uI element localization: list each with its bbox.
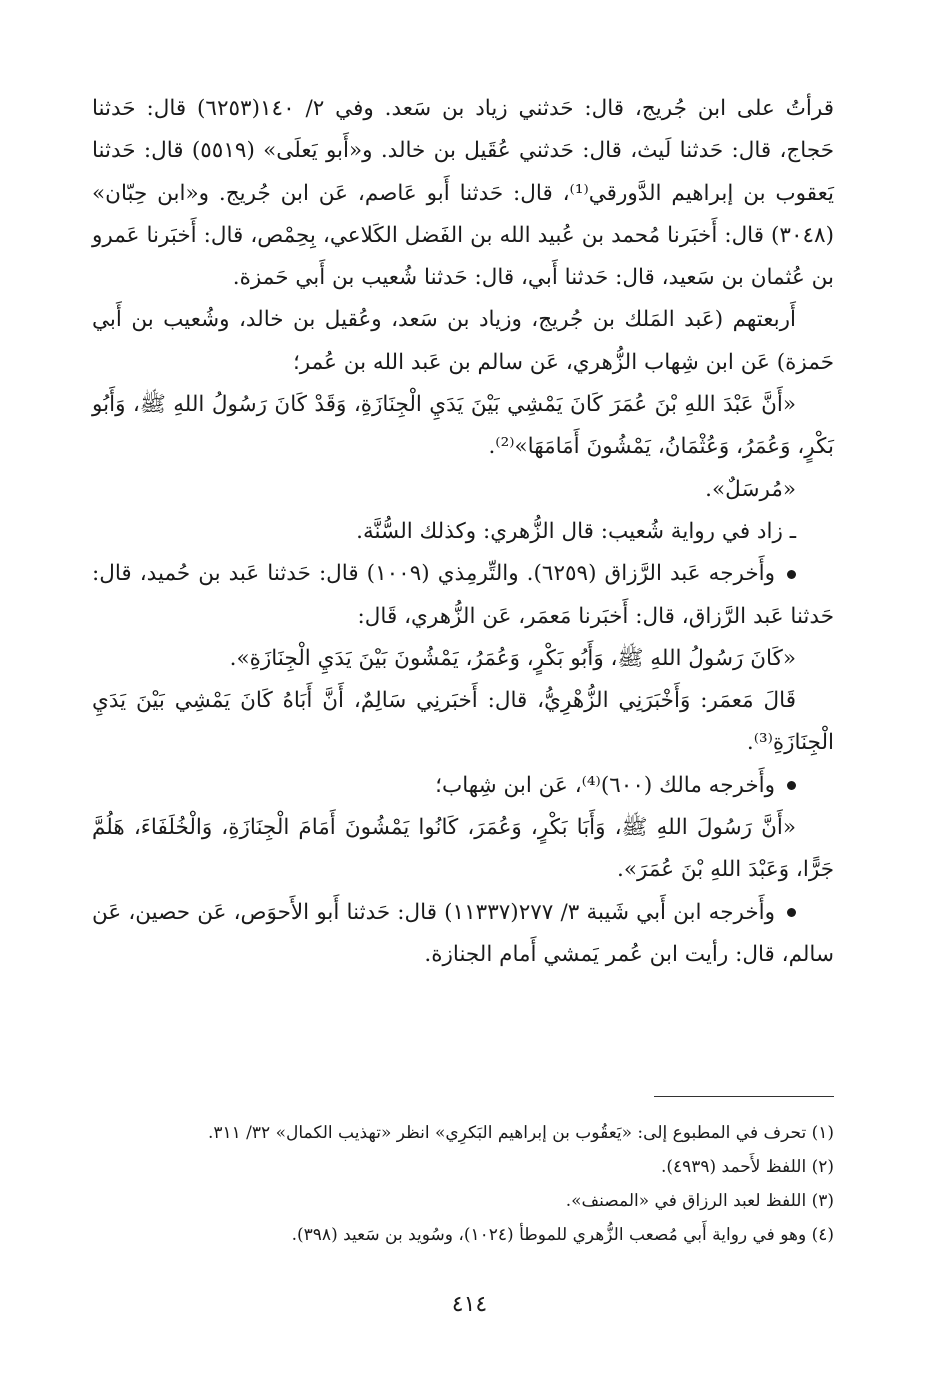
takhrij-2 (92, 765, 834, 807)
footnote-4: (٤) وهو في رواية أَبي مُصعب الزُّهري للموطأ (١٠٢٤)، وسُويد بن سَعيد (٣٩٨). (291, 1225, 834, 1245)
hadith-text-1: «أَنَّ عَبْدَ اللهِ بْنَ عُمَرَ كَانَ يَمْشِي بَيْنَ يَدَيِ الْجِنَازَةِ، وَقَدْ كَانَ رَسُولُ اللهِ ﷺ، وَأَبُو بَكْرٍ، وَعُمَرُ، وَعُثْمَانُ، يَمْشُونَ أَمَامَهَا»⁽²⁾. (92, 392, 834, 460)
takhrij-1 (92, 553, 834, 638)
bullet-icon (787, 570, 796, 579)
footnote-1: (١) تحرف في المطبوع إلى: «يَعقُوب بن إبراهيم البَكرِي» انظر «تهذيب الكمال» ٣٢/ ٣١١. (207, 1123, 834, 1143)
paragraph-isnad-1: قرأتُ على ابن جُريج، قال: حَدثني زياد بن سَعد. وفي ٢/ ١٤٠(٦٢٥٣) قال: حَدثنا حَجاج، قال: حَدثنا لَيث، قال: حَدثني عُقَيل بن خالد. و«أَبو يَعلَى» (٥٥١٩) قال: حَدثنا يَعقوب بن إبراهيم الدَّورقي⁽¹⁾، قال: حَدثنا أَبو عَاصم، عَن ابن جُريج. و«ابن حِبّان» (٣٠٤٨) قال: أَخبَرنا مُحمد بن عُبيد الله بن الفَضل الكَلاعي، بِحِمْص، قال: أَخبَرنا عَمرو بن عُثمان بن سَعيد، قال: حَدثنا أَبي، قال: حَدثنا شُعيب بن أَبي حَمزة. (92, 96, 835, 291)
hadith-text-3: «أَنَّ رَسُولَ اللهِ ﷺ، وَأَبَا بَكْرٍ، وَعُمَرَ، كَانُوا يَمْشُونَ أَمَامَ الْجِنَازَةِ، وَالْخُلَفَاءَ، هَلُمَّ جَرًّا، وَعَبْدَ اللهِ بْنَ عُمَرَ». (92, 815, 834, 883)
takhrij-3 (92, 892, 834, 977)
page-content (92, 88, 835, 1245)
footnote-divider (654, 1096, 834, 1097)
takhrij-2-text: وأَخرجه مالك (٦٠٠)⁽⁴⁾، عَن ابن شِهاب؛ (435, 772, 775, 798)
takhrij-1-text: وأَخرجه عَبد الرَّزاق (٦٢٥٩). والتِّرمِذي (١٠٠٩) قال: حَدثنا عَبد بن حُميد، قال: حَدثنا عَبد الرَّزاق، قال: أَخبَرنا مَعمَر، عَن الزُّهري، قَال: (92, 561, 834, 629)
grading-mursal: «مُرسَلٌ». (705, 476, 796, 502)
footnote-2: (٢) اللفظ لأَحمد (٤٩٣٩). (660, 1157, 834, 1177)
paragraph-isnad-2: أَربعتهم (عَبد المَلك بن جُريج، وزياد بن سَعد، وعُقيل بن خالد، وشُعيب بن أَبي حَمزة) عَن ابن شِهاب الزُّهري، عَن سالم بن عَبد الله بن عُمر؛ (92, 307, 834, 375)
addition-note: ـ زاد في رواية شُعيب: قال الزُّهري: وكذلك السُّنَّة. (356, 518, 796, 544)
page-number: ٤١٤ (451, 1292, 488, 1317)
takhrij-3-text: وأَخرجه ابن أَبي شَيبة ٣/ ٢٧٧(١١٣٣٧) قال: حَدثنا أَبو الأَحوَص، عَن حصين، عَن سالم، قال: رأيت ابن عُمر يَمشي أَمام الجنازة. (92, 899, 834, 967)
main-text (92, 88, 834, 976)
footnote-3: (٣) اللفظ لعبد الرزاق في «المصنف». (565, 1191, 834, 1211)
hadith-text-2: «كَانَ رَسُولُ اللهِ ﷺ، وَأَبُو بَكْرٍ، وَعُمَرُ، يَمْشُونَ بَيْنَ يَدَيِ الْجِنَازَةِ». (229, 645, 796, 671)
mamar-note: قَالَ مَعمَر: وَأَخْبَرَنِي الزُّهْرِيُّ، قال: أَخبَرنِي سَالِمٌ، أَنَّ أَبَاهُ كَانَ يَمْشِي بَيْنَ يَدَيِ الْجِنَازَةِ⁽³⁾. (92, 688, 834, 756)
bullet-icon (787, 908, 796, 917)
footnotes (92, 1116, 834, 1252)
bullet-icon (787, 781, 796, 790)
